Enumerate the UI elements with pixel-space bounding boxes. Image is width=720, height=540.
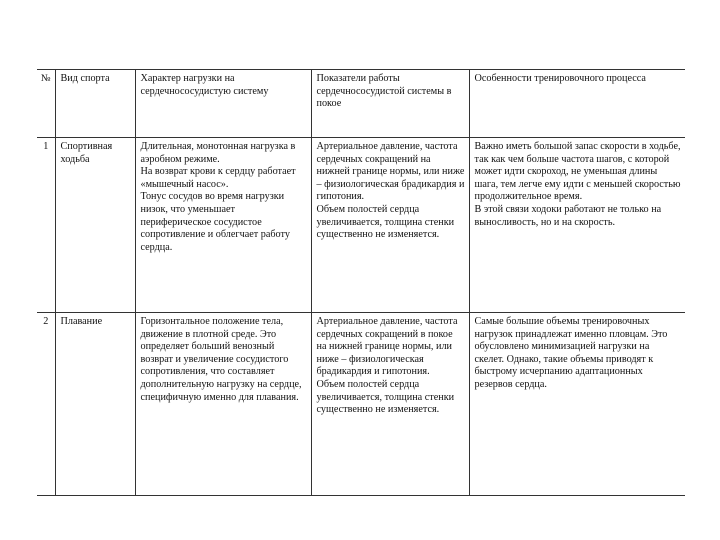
table-row	[37, 138, 685, 313]
row-sport: Спортивная ходьба	[55, 138, 135, 313]
row-number: 1	[37, 138, 55, 313]
row-indicators: Артериальное давление, частота сердечных сокращений в покое на нижней границе нормы, или ниже – физиологическая брадикардия и гипотония. Объем полостей сердца увеличивается, толщина стенки существенно не изменяется.	[311, 313, 469, 496]
header-number: №	[37, 70, 55, 138]
row-load: Длительная, монотонная нагрузка в аэробном режиме. На возврат крови к сердцу работает «мышечный насос». Тонус сосудов во время нагрузки низок, что уменьшает периферическое сосудистое сопротивление и облегчает работу сердца.	[135, 138, 311, 313]
table-header-row	[37, 70, 685, 138]
row-indicators: Артериальное давление, частота сердечных сокращений на нижней границе нормы, или ниже – физиологическая брадикардия и гипотония. Объем полостей сердца увеличивается, толщина стенки существенно не изменяется.	[311, 138, 469, 313]
sports-comparison-table	[37, 69, 685, 496]
row-features: Важно иметь большой запас скорости в ходьбе, так как чем больше частота шагов, с которой может идти скороход, не уменьшая длины шага, тем легче ему идти с меньшей скоростью продолжительное время. В этой связи ходоки работают не только на выносливость, но и на скорость.	[469, 138, 685, 313]
header-sport: Вид спорта	[55, 70, 135, 138]
row-number: 2	[37, 313, 55, 496]
row-features: Самые большие объемы тренировочных нагрузок принадлежат именно пловцам. Это обусловлено минимизацией нагрузки на скелет. Однако, такие объемы приводят к быстрому исчерпанию адаптационных резервов сердца.	[469, 313, 685, 496]
header-load: Характер нагрузки на сердечнососудистую систему	[135, 70, 311, 138]
row-load: Горизонтальное положение тела, движение в плотной среде. Это определяет больший венозный возврат и увеличение сосудистого сопротивления, что составляет дополнительную нагрузку на сердце, специфичную именно для плавания.	[135, 313, 311, 496]
table-row	[37, 313, 685, 496]
header-indicators: Показатели работы сердечнососудистой системы в покое	[311, 70, 469, 138]
row-sport: Плавание	[55, 313, 135, 496]
header-features: Особенности тренировочного процесса	[469, 70, 685, 138]
